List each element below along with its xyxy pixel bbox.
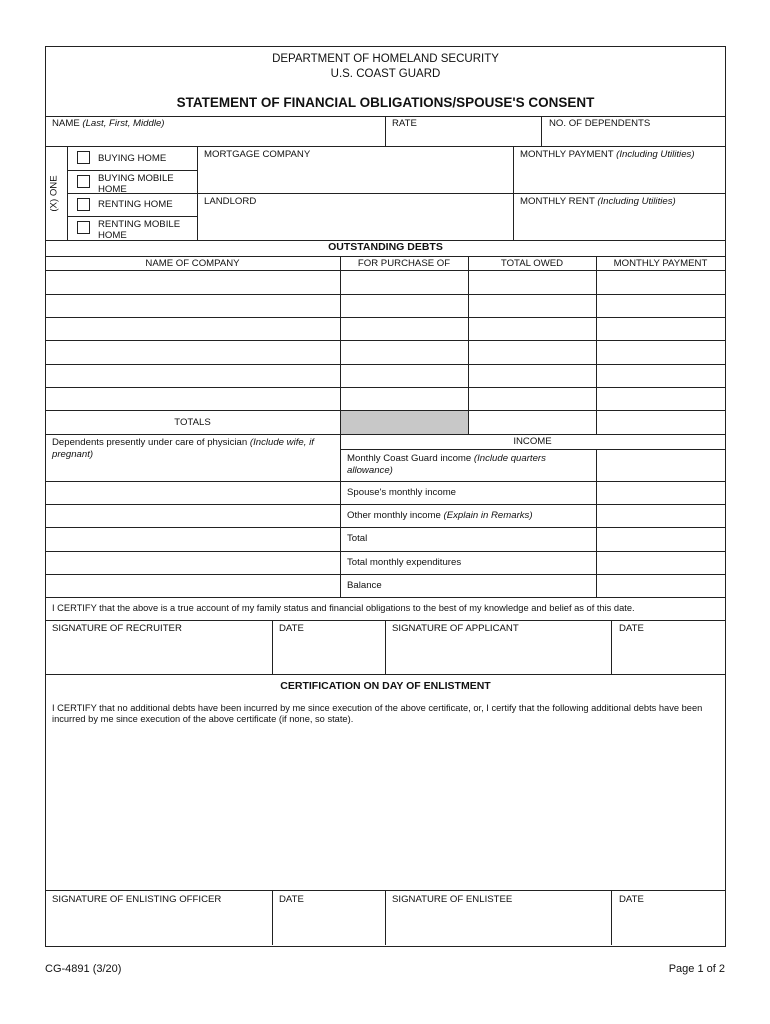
monthly-rent-label: MONTHLY RENT (Including Utilities) [520,196,676,207]
mortgage-company-label: MORTGAGE COMPANY [204,149,311,160]
debt-row[interactable] [46,295,724,316]
recruiter-date-field[interactable] [273,636,384,673]
col-monthly-payment: MONTHLY PAYMENT [613,258,708,269]
applicant-date-field[interactable] [612,636,724,673]
checkbox-buying-mobile-home[interactable] [77,175,90,188]
rate-label: RATE [392,118,417,129]
debt-row[interactable] [46,388,724,409]
total-income-field[interactable] [597,528,724,550]
totals-shaded-cell [340,411,468,434]
dependents-label: NO. OF DEPENDENTS [549,118,651,129]
other-income-field[interactable] [597,505,724,526]
applicant-date-label: DATE [619,623,644,634]
applicant-signature-field[interactable] [386,636,610,673]
landlord-field[interactable] [198,209,512,239]
balance-field[interactable] [597,575,724,596]
mortgage-company-field[interactable] [198,162,512,192]
landlord-label: LANDLORD [204,196,257,207]
recruiter-signature-field[interactable] [46,636,271,673]
enlistee-date-field[interactable] [612,907,724,944]
balance-label: Balance [347,580,382,591]
spouse-income-label: Spouse's monthly income [347,487,457,498]
col-total-owed: TOTAL OWED [500,258,564,269]
form-title: STATEMENT OF FINANCIAL OBLIGATIONS/SPOUSE'S CONSENT [176,95,595,110]
applicant-signature-label: SIGNATURE OF APPLICANT [392,623,519,634]
monthly-cg-income-label: Monthly Coast Guard income (Include quarters allowance) [347,453,546,476]
monthly-rent-field[interactable] [514,209,724,239]
expenditures-field[interactable] [597,552,724,573]
checkbox-buying-home[interactable] [77,151,90,164]
option-buying-home: BUYING HOME [98,153,167,164]
enlistee-date-label: DATE [619,894,644,905]
option-renting-home: RENTING HOME [98,199,173,210]
recruiter-date-label: DATE [279,623,304,634]
officer-date-label: DATE [279,894,304,905]
enlistment-title: CERTIFICATION ON DAY OF ENLISTMENT [280,680,491,692]
name-label: NAME (Last, First, Middle) [52,118,165,129]
totals-label: TOTALS [174,417,211,428]
other-income-label: Other monthly income (Explain in Remarks) [347,510,533,521]
total-income-label: Total [347,533,368,544]
recruiter-signature-label: SIGNATURE OF RECRUITER [52,623,182,634]
col-name-of-company: NAME OF COMPANY [145,258,240,269]
monthly-payment-field[interactable] [514,162,724,192]
additional-debts-field[interactable] [46,728,724,888]
dept-heading: DEPARTMENT OF HOMELAND SECURITY [272,53,499,65]
option-buying-mobile-home: BUYING MOBILE HOME [98,173,174,195]
income-title: INCOME [513,436,552,447]
officer-signature-field[interactable] [46,907,271,944]
enlistee-signature-field[interactable] [386,907,610,944]
col-for-purchase-of: FOR PURCHASE OF [357,258,451,269]
debts-title: OUTSTANDING DEBTS [328,241,443,253]
dependents-physician-label: Dependents presently under care of physician (Include wife, if pregnant) [52,437,314,460]
monthly-cg-income-field[interactable] [597,450,724,480]
agency-heading: U.S. COAST GUARD [330,68,441,80]
debt-row[interactable] [46,271,724,293]
form-number: CG-4891 (3/20) [45,963,122,975]
debt-row[interactable] [46,341,724,363]
checkbox-renting-home[interactable] [77,198,90,211]
spouse-income-field[interactable] [597,482,724,503]
debt-row[interactable] [46,365,724,386]
enlistee-signature-label: SIGNATURE OF ENLISTEE [392,894,513,905]
dependents-field[interactable] [542,130,724,145]
housing-vertical-label: (X) ONE [48,175,60,212]
page-number: Page 1 of 2 [668,963,725,975]
checkbox-renting-mobile-home[interactable] [77,221,90,234]
certify-statement: I CERTIFY that the above is a true account of my family status and financial obligations to the best of my knowledge and belief as of this date. [52,603,635,613]
officer-date-field[interactable] [273,907,384,944]
option-renting-mobile-home: RENTING MOBILE HOME [98,219,181,241]
dependents-physician-field[interactable] [46,482,339,596]
expenditures-label: Total monthly expenditures [347,557,462,568]
monthly-payment-label: MONTHLY PAYMENT (Including Utilities) [520,149,695,160]
officer-signature-label: SIGNATURE OF ENLISTING OFFICER [52,894,222,905]
enlistment-statement: I CERTIFY that no additional debts have been incurred by me since execution of the above certificate, or, I certify that the following additional debts have been incurred by me since execution of the above certificate (if none, so state). [52,703,703,724]
name-field[interactable] [46,130,384,145]
debt-row[interactable] [46,318,724,339]
rate-field[interactable] [386,130,540,145]
